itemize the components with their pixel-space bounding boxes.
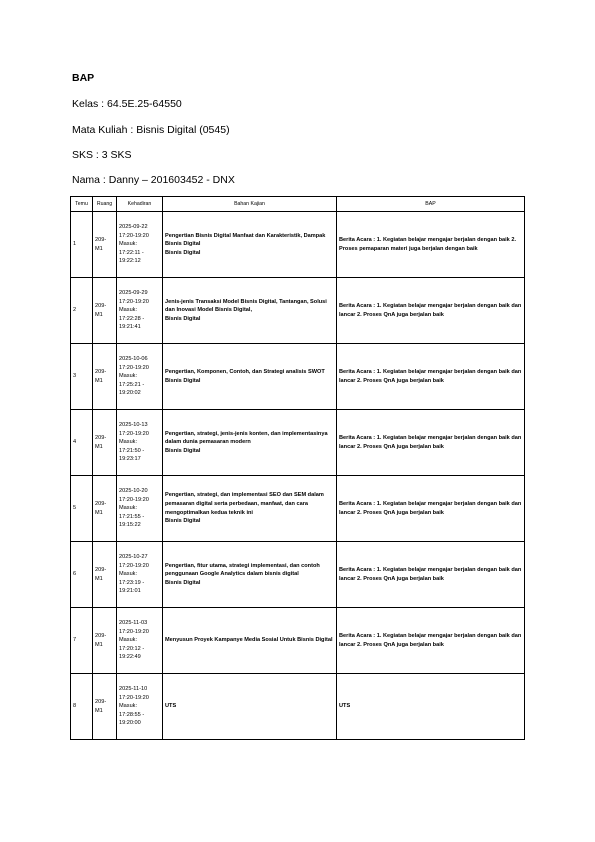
cell-temu: 8 [71, 674, 93, 740]
cell-kehadiran: 2025-10-06 17:20-19:20 Masuk: 17:25:21 - 19:20:02 [117, 344, 163, 410]
cell-kehadiran: 2025-10-20 17:20-19:20 Masuk: 17:21:55 - 19:15:22 [117, 476, 163, 542]
cell-temu: 1 [71, 212, 93, 278]
cell-ruang: 209- M1 [93, 278, 117, 344]
table-row [71, 542, 525, 608]
table-row [71, 344, 525, 410]
cell-ruang: 209- M1 [93, 608, 117, 674]
cell-bap: Berita Acara : 1. Kegiatan belajar mengajar berjalan dengan baik dan lancar 2. Proses QnA juga berjalan baik [337, 344, 525, 410]
cell-bahan-kajian: Pengertian, Komponen, Contoh, dan Strategi analisis SWOT Bisnis Digital [163, 344, 337, 410]
cell-bahan-kajian: Pengertian, strategi, dan implementasi SEO dan SEM dalam pemasaran digital serta perbedaan, manfaat, dan cara mengoptimalkan kedua teknik ini Bisnis Digital [163, 476, 337, 542]
table-body [71, 212, 525, 740]
cell-bahan-kajian: Jenis-jenis Transaksi Model Bisnis Digital, Tantangan, Solusi dan Inovasi Model Bisnis Digital, Bisnis Digital [163, 278, 337, 344]
table-row [71, 278, 525, 344]
bap-table [70, 196, 525, 740]
cell-ruang: 209- M1 [93, 344, 117, 410]
cell-bap: Berita Acara : 1. Kegiatan belajar mengajar berjalan dengan baik dan lancar 2. Proses QnA juga berjalan baik [337, 410, 525, 476]
cell-temu: 5 [71, 476, 93, 542]
cell-kehadiran: 2025-09-29 17:20-19:20 Masuk: 17:22:28 - 19:21:41 [117, 278, 163, 344]
table-row [71, 410, 525, 476]
cell-ruang: 209- M1 [93, 476, 117, 542]
cell-temu: 7 [71, 608, 93, 674]
cell-bahan-kajian: Pengertian, strategi, jenis-jenis konten, dan implementasinya dalam dunia pemasaran modern Bisnis Digital [163, 410, 337, 476]
table-row [71, 608, 525, 674]
nama-line: Nama : Danny – 201603452 - DNX [72, 174, 235, 186]
cell-bap: Berita Acara : 1. Kegiatan belajar mengajar berjalan dengan baik dan lancar 2. Proses QnA juga berjalan baik [337, 608, 525, 674]
cell-kehadiran: 2025-10-13 17:20-19:20 Masuk: 17:21:50 - 19:23:17 [117, 410, 163, 476]
table-row [71, 674, 525, 740]
document-title: BAP [72, 72, 95, 84]
cell-ruang: 209- M1 [93, 212, 117, 278]
mata-kuliah-line: Mata Kuliah : Bisnis Digital (0545) [72, 124, 230, 136]
cell-ruang: 209- M1 [93, 410, 117, 476]
cell-bap: Berita Acara : 1. Kegiatan belajar mengajar berjalan dengan baik dan lancar 2. Proses QnA juga berjalan baik [337, 278, 525, 344]
table-row [71, 212, 525, 278]
cell-bahan-kajian: Pengertian Bisnis Digital Manfaat dan Karakteristik, Dampak Bisnis Digital Bisnis Digital [163, 212, 337, 278]
cell-bahan-kajian: Pengertian, fitur utama, strategi implementasi, dan contoh penggunaan Google Analytics dalam bisnis digital Bisnis Digital [163, 542, 337, 608]
cell-ruang: 209- M1 [93, 674, 117, 740]
cell-temu: 3 [71, 344, 93, 410]
column-header-temu: Temu [71, 197, 93, 212]
cell-bahan-kajian: UTS [163, 674, 337, 740]
cell-bap: UTS [337, 674, 525, 740]
column-header-ruang: Ruang [93, 197, 117, 212]
cell-kehadiran: 2025-11-10 17:20-19:20 Masuk: 17:28:55 - 19:20:00 [117, 674, 163, 740]
column-header-kehadiran: Kehadiran [117, 197, 163, 212]
column-header-bahan-kajian: Bahan Kajian [163, 197, 337, 212]
cell-kehadiran: 2025-09-22 17:20-19:20 Masuk: 17:22:11 - 19:22:12 [117, 212, 163, 278]
table-header-row [71, 197, 525, 212]
cell-bap: Berita Acara : 1. Kegiatan belajar mengajar berjalan dengan baik 2. Proses pemaparan materi juga berjalan dengan baik [337, 212, 525, 278]
cell-bahan-kajian: Menyusun Proyek Kampanye Media Sosial Untuk Bisnis Digital [163, 608, 337, 674]
cell-temu: 6 [71, 542, 93, 608]
cell-ruang: 209- M1 [93, 542, 117, 608]
cell-temu: 4 [71, 410, 93, 476]
cell-bap: Berita Acara : 1. Kegiatan belajar mengajar berjalan dengan baik dan lancar 2. Proses QnA juga berjalan baik [337, 542, 525, 608]
cell-bap: Berita Acara : 1. Kegiatan belajar mengajar berjalan dengan baik dan lancar 2. Proses QnA juga berjalan baik [337, 476, 525, 542]
sks-line: SKS : 3 SKS [72, 149, 132, 161]
cell-kehadiran: 2025-10-27 17:20-19:20 Masuk: 17:23:19 - 19:21:01 [117, 542, 163, 608]
column-header-bap: BAP [337, 197, 525, 212]
table-row [71, 476, 525, 542]
cell-kehadiran: 2025-11-03 17:20-19:20 Masuk: 17:20:12 - 19:22:49 [117, 608, 163, 674]
kelas-line: Kelas : 64.5E.25-64550 [72, 98, 182, 110]
cell-temu: 2 [71, 278, 93, 344]
